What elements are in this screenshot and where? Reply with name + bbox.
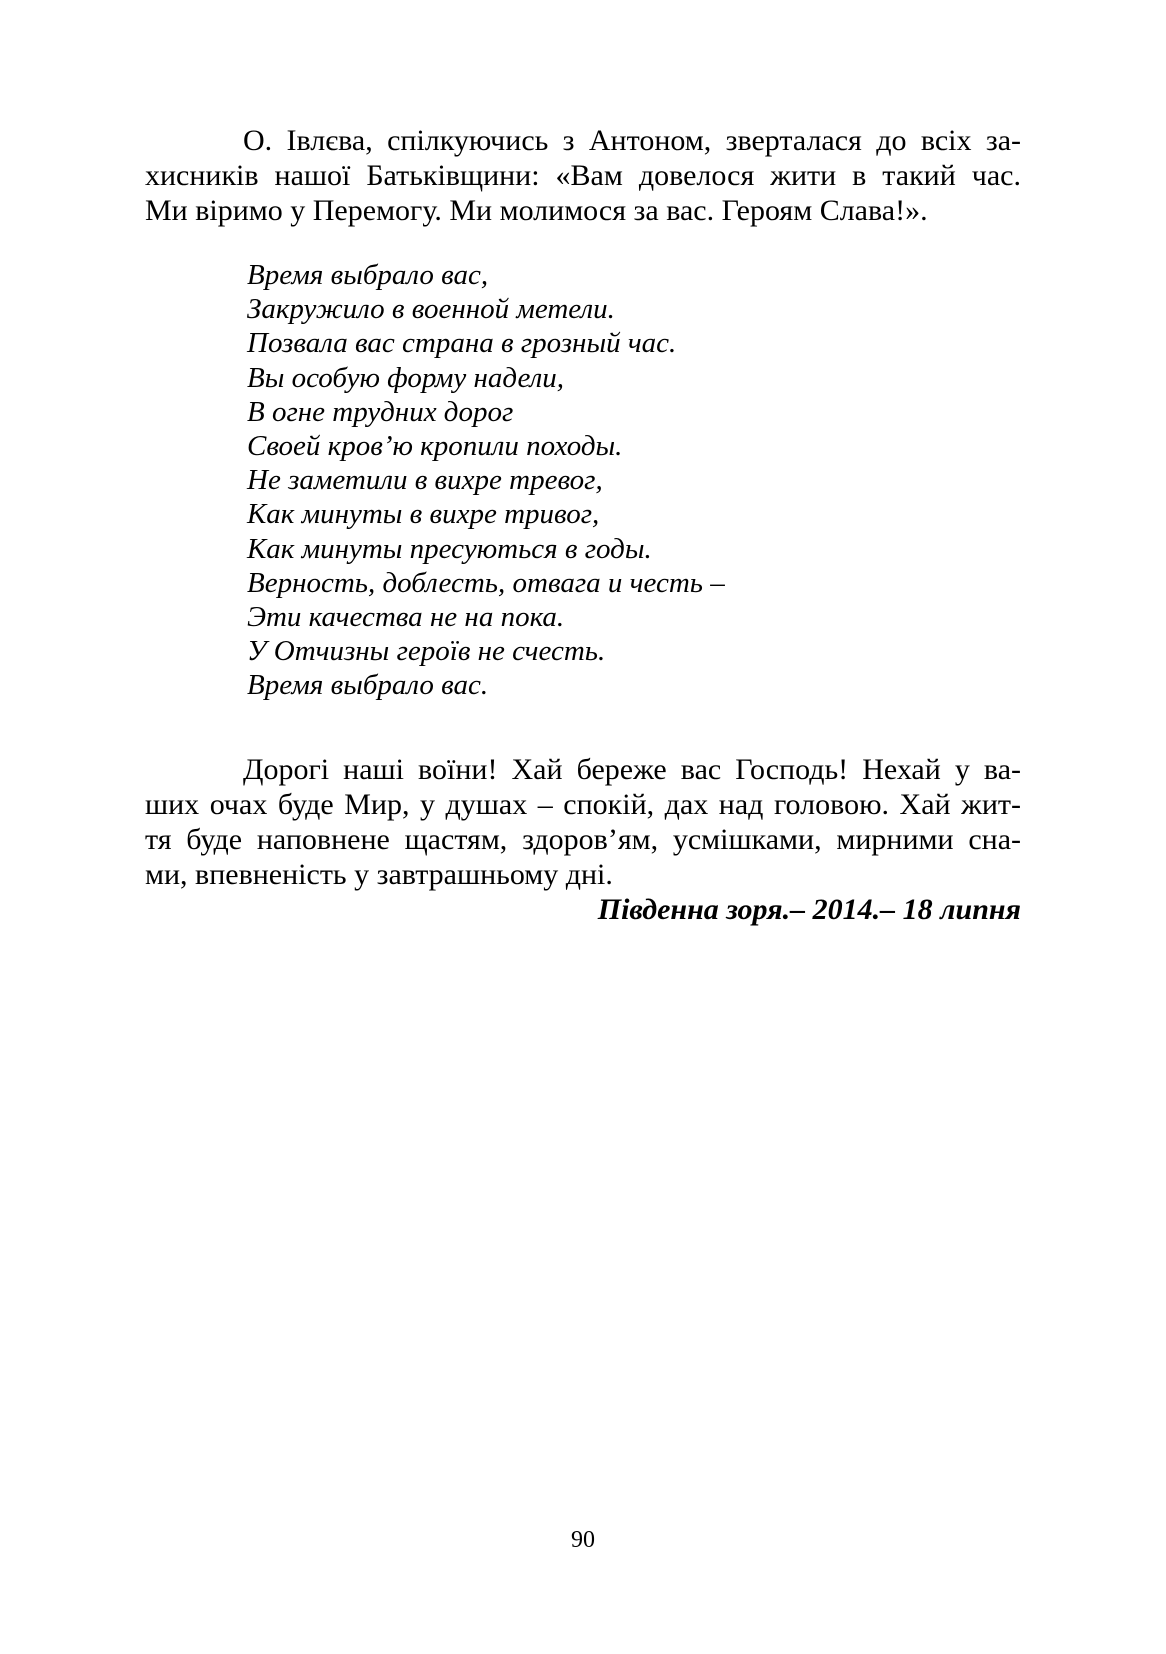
poem-line: Закружило в военной метели. xyxy=(247,293,615,326)
poem-line: Позвала вас страна в грозный час. xyxy=(247,327,677,360)
poem-line: Своей кров’ю кропили походы. xyxy=(247,430,623,463)
closing-line: тя буде наповнене щастям, здоров’ям, усмішками, мирними сна- xyxy=(145,823,1021,856)
intro-line: О. Івлєва, спілкуючись з Антоном, зверталася до всіх за- xyxy=(243,124,1021,157)
poem-line: Вы особую форму надели, xyxy=(247,361,564,394)
intro-paragraph xyxy=(145,123,1021,228)
poem-line: Время выбрало вас, xyxy=(247,259,489,291)
poem-line: Как минуты пресуються в годы. xyxy=(247,532,652,565)
closing-paragraph xyxy=(145,752,1021,892)
poem-line: Эти качества не на пока. xyxy=(247,601,565,634)
intro-line: Ми віримо у Перемогу. Ми молимося за вас. Героям Слава!». xyxy=(145,194,928,227)
closing-line: Дорогі наші воїни! Хай береже вас Господь! Нехай у ва- xyxy=(243,753,1021,786)
poem xyxy=(247,258,725,703)
poem-line: Верность, доблесть, отвага и честь – xyxy=(247,566,725,599)
source-citation: Південна зоря.– 2014.– 18 липня xyxy=(597,893,1021,926)
poem-line: Время выбрало вас. xyxy=(247,669,489,702)
poem-line: Как минуты в вихре тривог, xyxy=(247,498,600,531)
intro-line: хисників нашої Батьківщини: «Вам довелося жити в такий час. xyxy=(145,159,1021,192)
poem-line: В огне трудних дорог xyxy=(247,395,514,428)
closing-line: ми, впевненість у завтрашньому дні. xyxy=(145,858,613,891)
closing-line: ших очах буде Мир, у душах – спокій, дах над головою. Хай жит- xyxy=(145,788,1021,821)
poem-line: У Отчизны героїв не счесть. xyxy=(247,635,606,668)
poem-line: Не заметили в вихре тревог, xyxy=(247,464,603,497)
page-number: 90 xyxy=(571,1527,595,1553)
